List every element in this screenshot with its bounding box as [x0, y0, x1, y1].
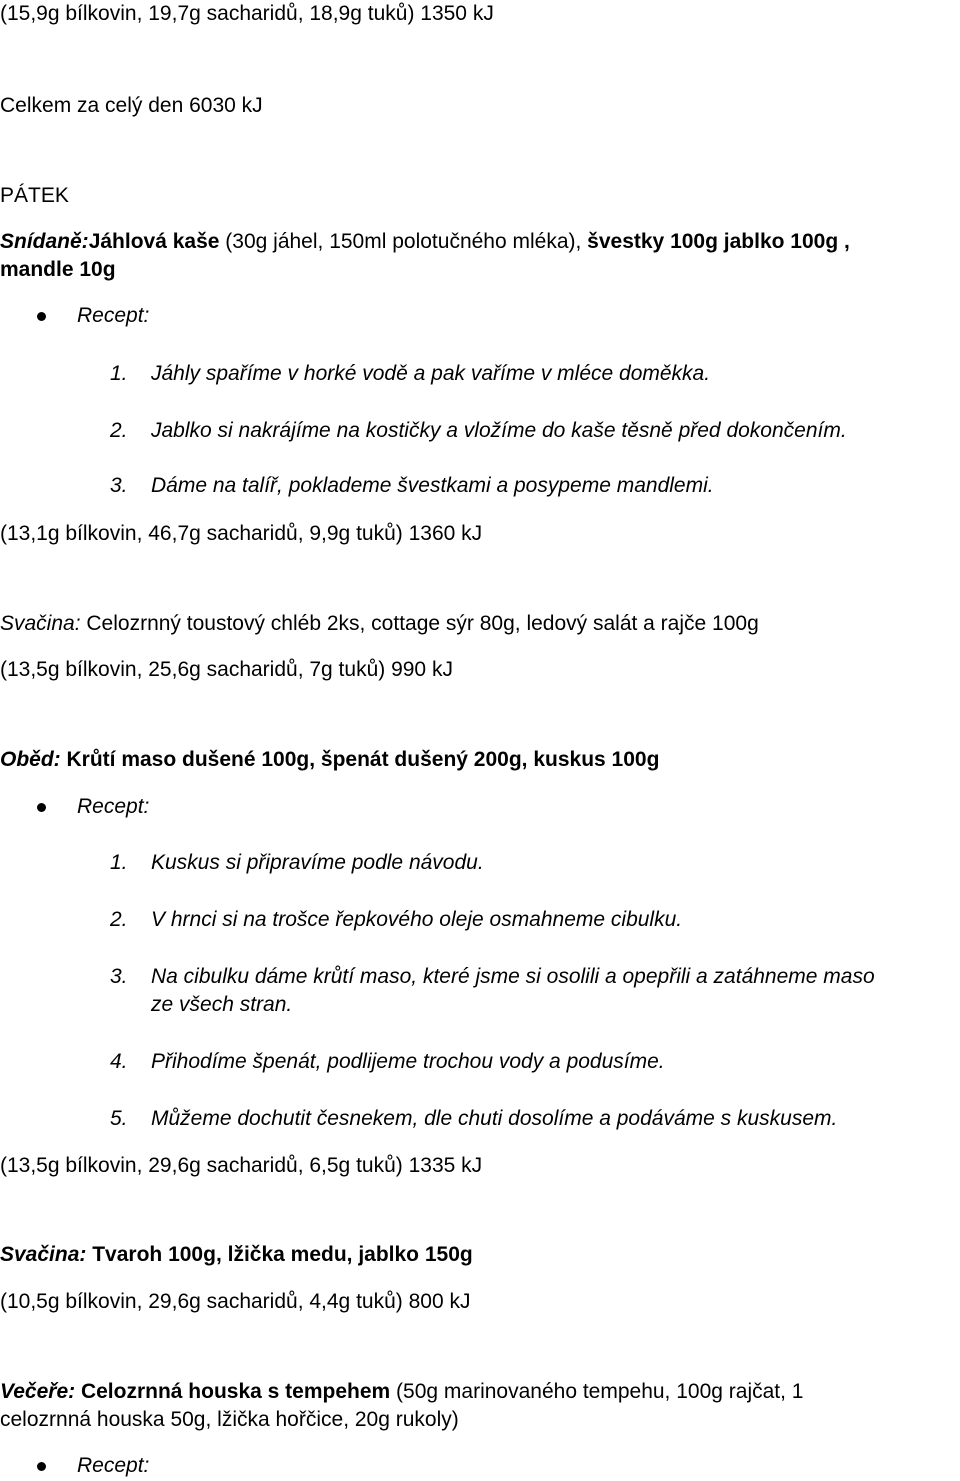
lunch-step: [0, 849, 960, 877]
breakfast-step: [0, 472, 960, 500]
dinner-recipe-bullet: [0, 1452, 960, 1480]
bullet-icon: [37, 312, 46, 321]
step-text-continued: ze všech stran.: [151, 993, 293, 1016]
snack2-nutrition: (10,5g bílkovin, 29,6g sacharidů, 4,4g tuků) 800 kJ: [0, 1290, 471, 1313]
step-text: Přihodíme špenát, podlijeme trochou vody a podusíme.: [151, 1050, 665, 1073]
snack1-text: Celozrnný toustový chléb 2ks, cottage sýr 80g, ledový salát a rajče 100g: [80, 612, 759, 635]
step-text: Jáhly spaříme v horké vodě a pak vaříme v mléce doměkka.: [151, 362, 711, 385]
dinner-main: Celozrnná houska s tempehem: [75, 1380, 391, 1403]
step-number: 1.: [110, 362, 128, 385]
breakfast-step: [0, 360, 960, 388]
previous-meal-nutrition: (15,9g bílkovin, 19,7g sacharidů, 18,9g tuků) 1350 kJ: [0, 2, 494, 25]
breakfast-extras: švestky 100g jablko 100g ,: [587, 230, 850, 253]
breakfast-nutrition: (13,1g bílkovin, 46,7g sacharidů, 9,9g tuků) 1360 kJ: [0, 522, 483, 545]
step-text: Kuskus si připravíme podle návodu.: [151, 851, 484, 874]
lunch-step: [0, 906, 960, 934]
dinner-details: (50g marinovaného tempehu, 100g rajčat, 1: [390, 1380, 804, 1403]
dinner-line: [0, 1378, 803, 1406]
snack2-line: [0, 1241, 473, 1269]
day-heading: PÁTEK: [0, 184, 69, 207]
step-number: 2.: [110, 419, 128, 442]
breakfast-label: Snídaně:: [0, 230, 89, 253]
step-text: Dáme na talíř, poklademe švestkami a posypeme mandlemi.: [151, 474, 714, 497]
recipe-label: Recept:: [77, 304, 150, 327]
step-number: 3.: [110, 474, 128, 497]
bullet-icon: [37, 803, 46, 812]
step-number: 3.: [110, 965, 128, 988]
recipe-label: Recept:: [77, 795, 150, 818]
breakfast-line-2: mandle 10g: [0, 258, 116, 281]
recipe-label: Recept:: [77, 1454, 150, 1477]
lunch-text: Krůtí maso dušené 100g, špenát dušený 200g, kuskus 100g: [60, 748, 660, 771]
breakfast-main: Jáhlová kaše: [88, 230, 220, 253]
step-number: 1.: [110, 851, 128, 874]
lunch-step: [0, 1048, 960, 1076]
step-text: Na cibulku dáme krůtí maso, které jsme si osolili a opepřili a zatáhneme maso: [151, 965, 875, 988]
snack1-label: Svačina:: [0, 612, 81, 635]
dinner-line-2: celozrnná houska 50g, lžička hořčice, 20g rukoly): [0, 1408, 459, 1431]
lunch-step: [0, 1105, 960, 1133]
breakfast-recipe-bullet: [0, 302, 960, 330]
breakfast-line: [0, 228, 850, 256]
snack2-label: Svačina:: [0, 1243, 87, 1266]
lunch-label: Oběd:: [0, 748, 61, 771]
step-text: V hrnci si na trošce řepkového oleje osmahneme cibulku.: [151, 908, 683, 931]
step-number: 2.: [110, 908, 128, 931]
day-total: Celkem za celý den 6030 kJ: [0, 94, 263, 117]
snack2-text: Tvaroh 100g, lžička medu, jablko 150g: [86, 1243, 473, 1266]
step-number: 5.: [110, 1107, 128, 1130]
lunch-recipe-bullet: [0, 793, 960, 821]
bullet-icon: [37, 1462, 46, 1471]
lunch-nutrition: (13,5g bílkovin, 29,6g sacharidů, 6,5g tuků) 1335 kJ: [0, 1154, 483, 1177]
breakfast-details: (30g jáhel, 150ml polotučného mléka),: [219, 230, 588, 253]
snack1-line: [0, 610, 759, 638]
lunch-line: [0, 746, 659, 774]
breakfast-step: [0, 417, 960, 445]
step-text: Jablko si nakrájíme na kostičky a vložíme do kaše těsně před dokončením.: [151, 419, 847, 442]
lunch-step: [0, 963, 960, 1019]
step-number: 4.: [110, 1050, 128, 1073]
snack1-nutrition: (13,5g bílkovin, 25,6g sacharidů, 7g tuků) 990 kJ: [0, 658, 453, 681]
step-text: Můžeme dochutit česnekem, dle chuti dosolíme a podáváme s kuskusem.: [151, 1107, 838, 1130]
dinner-label: Večeře:: [0, 1380, 76, 1403]
